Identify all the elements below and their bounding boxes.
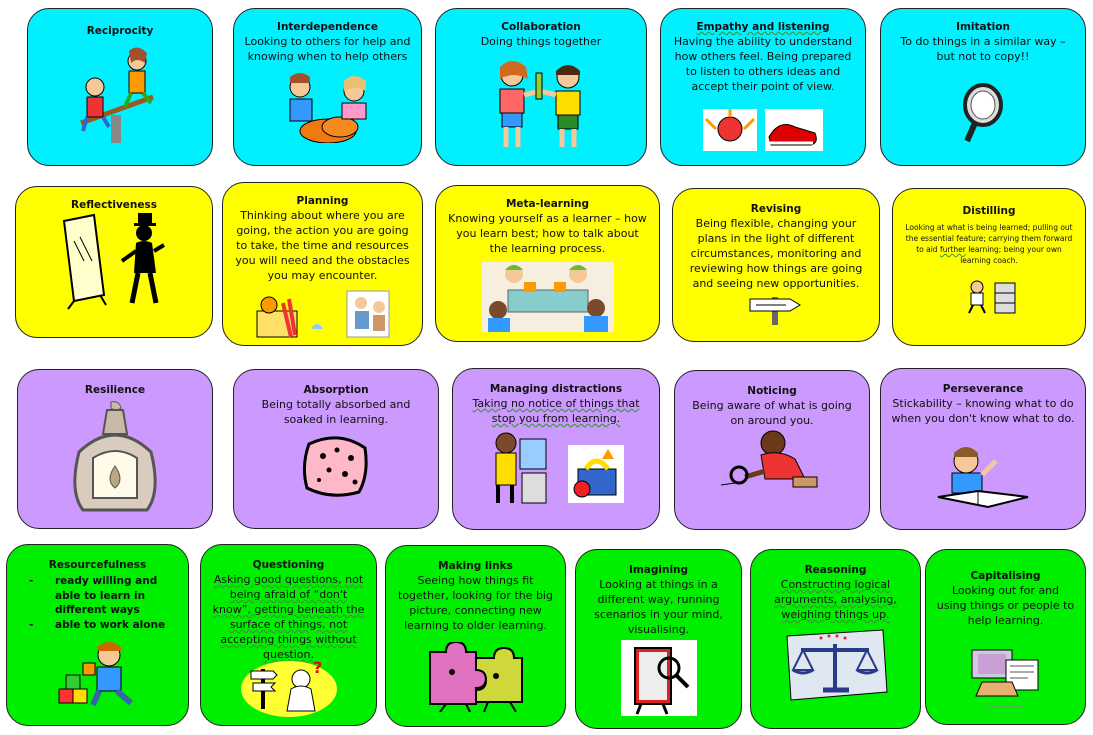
card-description: Looking to others for help and knowing when to help others (244, 35, 411, 63)
card-description: Being flexible, changing your plans in the light of different circumstances, monitoring and reviewing how things are going and seeing new opportunities. (689, 217, 863, 290)
card-description: Asking good questions, not being afraid of “don't know”, getting beneath the surface of things, not accepting things without question. (212, 573, 365, 661)
card-capitalising (925, 549, 1086, 725)
card-questioning (200, 544, 377, 726)
card-title: Noticing (747, 385, 797, 397)
list-item: - able to work alone (21, 618, 178, 633)
card-title: Managing distractions (489, 383, 623, 395)
card-reciprocity (27, 8, 213, 166)
card-title: Reflectiveness (70, 199, 157, 211)
puzzle-pieces-icon (426, 642, 526, 712)
card-imitation (880, 8, 1086, 166)
card-title: Making links (438, 560, 513, 572)
card-absorption (233, 369, 439, 529)
card-title: Imitation (956, 21, 1010, 33)
signpost-icon (746, 293, 806, 325)
description-part: further (939, 245, 966, 254)
description-part: Looking at what is being learned; pulling out the essential feature; carrying them forward to aid (905, 223, 1073, 254)
list-item: - ready willing and able to learn in different ways (21, 574, 178, 618)
hand-mirror-icon (953, 81, 1013, 145)
child-at-computer-icon (486, 429, 626, 505)
card-title: Interdependence (277, 21, 378, 33)
card-title: Imagining (628, 564, 689, 576)
card-description: Taking no notice of things that stop you from learning. (472, 397, 640, 425)
card-description: Having the ability to understand how others feel. Being prepared to listen to others ideas and accept their point of view. (673, 35, 853, 93)
card-title: Revising (750, 203, 802, 215)
card-title: Reasoning (804, 564, 867, 576)
card-title: Resourcefulness (48, 559, 147, 571)
card-metalearning (435, 185, 660, 342)
book-magnifier-icon (619, 638, 699, 718)
shoes-icon (701, 107, 825, 153)
card-empathy (660, 8, 866, 166)
card-description: Doing things together (480, 35, 602, 48)
card-resourcefulness (6, 544, 189, 726)
card-description: Being totally absorbed and soaked in learning. (261, 398, 411, 426)
description-part: learning; being your own learning coach. (960, 245, 1062, 265)
card-interdependence (233, 8, 422, 166)
children-holding-hands-icon (486, 59, 596, 151)
card-title: Questioning (252, 559, 325, 571)
card-description: Looking at things in a different way, running scenarios in your mind, visualising. (594, 578, 723, 636)
card-title: Empathy and listening (696, 21, 830, 33)
card-description: Being aware of what is going on around you. (692, 399, 852, 427)
card-title: Reciprocity (86, 25, 154, 37)
card-reflectiveness (15, 186, 213, 338)
children-carving-pumpkin-icon (278, 73, 378, 143)
child-with-blocks-icon (53, 641, 143, 711)
card-title: Meta-learning (505, 198, 590, 210)
card-description: Knowing yourself as a learner – how you learn best; how to talk about the learning process. (448, 212, 647, 255)
card-distractions (452, 368, 660, 530)
card-title: Absorption (303, 384, 369, 396)
card-description: Looking out for and using things or people to help learning. (936, 584, 1075, 627)
card-description (893, 222, 1085, 266)
card-reasoning (750, 549, 921, 729)
card-resilience (17, 369, 213, 529)
card-description: Thinking about where you are going, the action you are going to take, the time and resources you will need and the obstacles you may encounter. (235, 209, 410, 282)
card-collaboration (435, 8, 647, 166)
svg-text:?: ? (312, 658, 322, 677)
card-distilling (892, 188, 1086, 346)
card-title: Collaboration (501, 21, 581, 33)
card-imagining (575, 549, 742, 729)
sponge-icon (301, 430, 371, 498)
card-noticing (674, 370, 870, 530)
resourcefulness-list (7, 572, 188, 632)
planning-tools-icon (253, 289, 393, 339)
child-with-magnifier-icon (717, 429, 827, 493)
child-reading-icon (928, 443, 1038, 513)
glue-bottle-icon (67, 400, 163, 516)
mirror-silhouette-icon (54, 211, 174, 311)
card-revising (672, 188, 880, 342)
desk-papers-icon (966, 640, 1046, 710)
card-title: Resilience (84, 384, 146, 396)
card-title: Perseverance (942, 383, 1024, 395)
card-title: Capitalising (970, 570, 1041, 582)
question-signpost-icon (239, 655, 339, 717)
card-description: Constructing logical arguments, analysing, weighing things up. (774, 578, 897, 621)
card-description: Seeing how things fit together, looking for the big picture, connecting new learning to older learning. (398, 574, 553, 632)
card-description: Stickability – knowing what to do when you don't know what to do. (891, 397, 1075, 425)
card-description: To do things in a similar way – but not to copy!! (900, 35, 1066, 63)
filing-cabinet-icon (959, 279, 1019, 315)
card-links (385, 545, 566, 727)
balance-scale-icon (781, 626, 891, 702)
card-perseverance (880, 368, 1086, 530)
card-title: Planning (296, 195, 349, 207)
children-at-table-icon (478, 260, 618, 334)
card-title: Distilling (962, 205, 1016, 217)
seesaw-children-icon (75, 45, 165, 145)
card-planning (222, 182, 423, 346)
